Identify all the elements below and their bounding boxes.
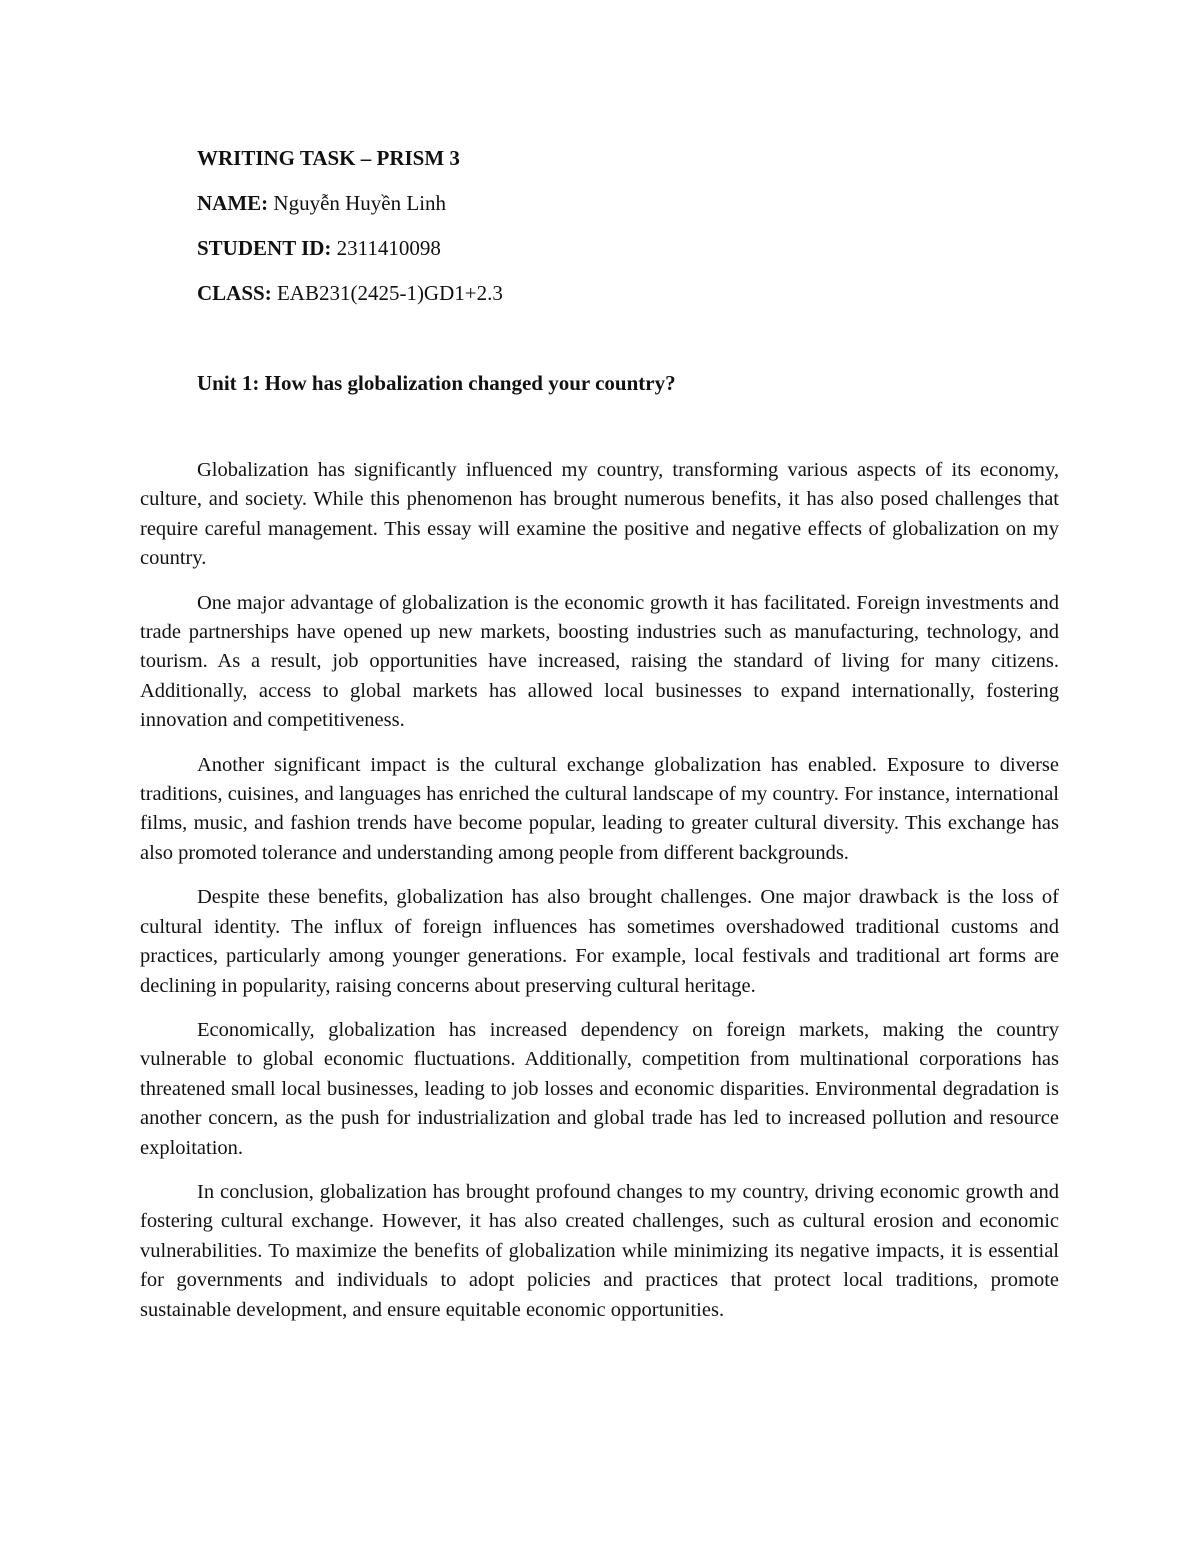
name-value: Nguyễn Huyền Linh [268, 191, 447, 215]
paragraph-economic-dependency: Economically, globalization has increased dependency on foreign markets, making the country vulnerable to global economic fluctuations. Additionally, competition from multinational corporations has threatened small local businesses, leading to job losses and economic disparities. Environmental degradation is another concern, as the push for industrialization and global trade has led to increased pollution and resource exploitation. [140, 1018, 1059, 1159]
document-header [197, 143, 1077, 323]
task-title [197, 143, 1077, 173]
student-id-value: 2311410098 [331, 236, 441, 260]
class-value: EAB231(2425-1)GD1+2.3 [271, 281, 503, 305]
paragraph-economic-growth: One major advantage of globalization is the economic growth it has facilitated. Foreign investments and trade partnerships have opened up new markets, boosting industries such as manufacturing, technology, and tourism. As a result, job opportunities have increased, raising the standard of living for many citizens. Additionally, access to global markets has allowed local businesses to expand internationally, fostering innovation and competitiveness. [140, 591, 1059, 732]
paragraph-introduction: Globalization has significantly influenced my country, transforming various aspects of its economy, culture, and society. While this phenomenon has brought numerous benefits, it has also posed challenges that require careful management. This essay will examine the positive and negative effects of globalization on my country. [140, 459, 1059, 570]
class-line [197, 278, 1077, 308]
paragraph-conclusion: In conclusion, globalization has brought profound changes to my country, driving economic growth and fostering cultural exchange. However, it has also created challenges, such as cultural erosion and economic vulnerabilities. To maximize the benefits of globalization while minimizing its negative impacts, it is essential for governments and individuals to adopt policies and practices that protect local traditions, promote sustainable development, and ensure equitable economic opportunities. [140, 1180, 1059, 1321]
student-id-label: STUDENT ID: [197, 236, 332, 260]
task-title-text: WRITING TASK – PRISM 3 [197, 146, 460, 170]
student-name-line [197, 188, 1077, 218]
student-id-line [197, 233, 1077, 263]
paragraph-cultural-exchange: Another significant impact is the cultural exchange globalization has enabled. Exposure to diverse traditions, cuisines, and languages has enriched the cultural landscape of my country. For instance, international films, music, and fashion trends have become popular, leading to greater cultural diversity. This exchange has also promoted tolerance and understanding among people from different backgrounds. [140, 753, 1059, 864]
class-label: CLASS: [197, 281, 272, 305]
essay-body [140, 456, 1059, 1340]
unit-title: Unit 1: How has globalization changed your country? [197, 371, 676, 395]
paragraph-cultural-identity: Despite these benefits, globalization has also brought challenges. One major drawback is the loss of cultural identity. The influx of foreign influences has sometimes overshadowed traditional customs and practices, particularly among younger generations. For example, local festivals and traditional art forms are declining in popularity, raising concerns about preserving cultural heritage. [140, 886, 1059, 997]
name-label: NAME: [197, 191, 269, 215]
